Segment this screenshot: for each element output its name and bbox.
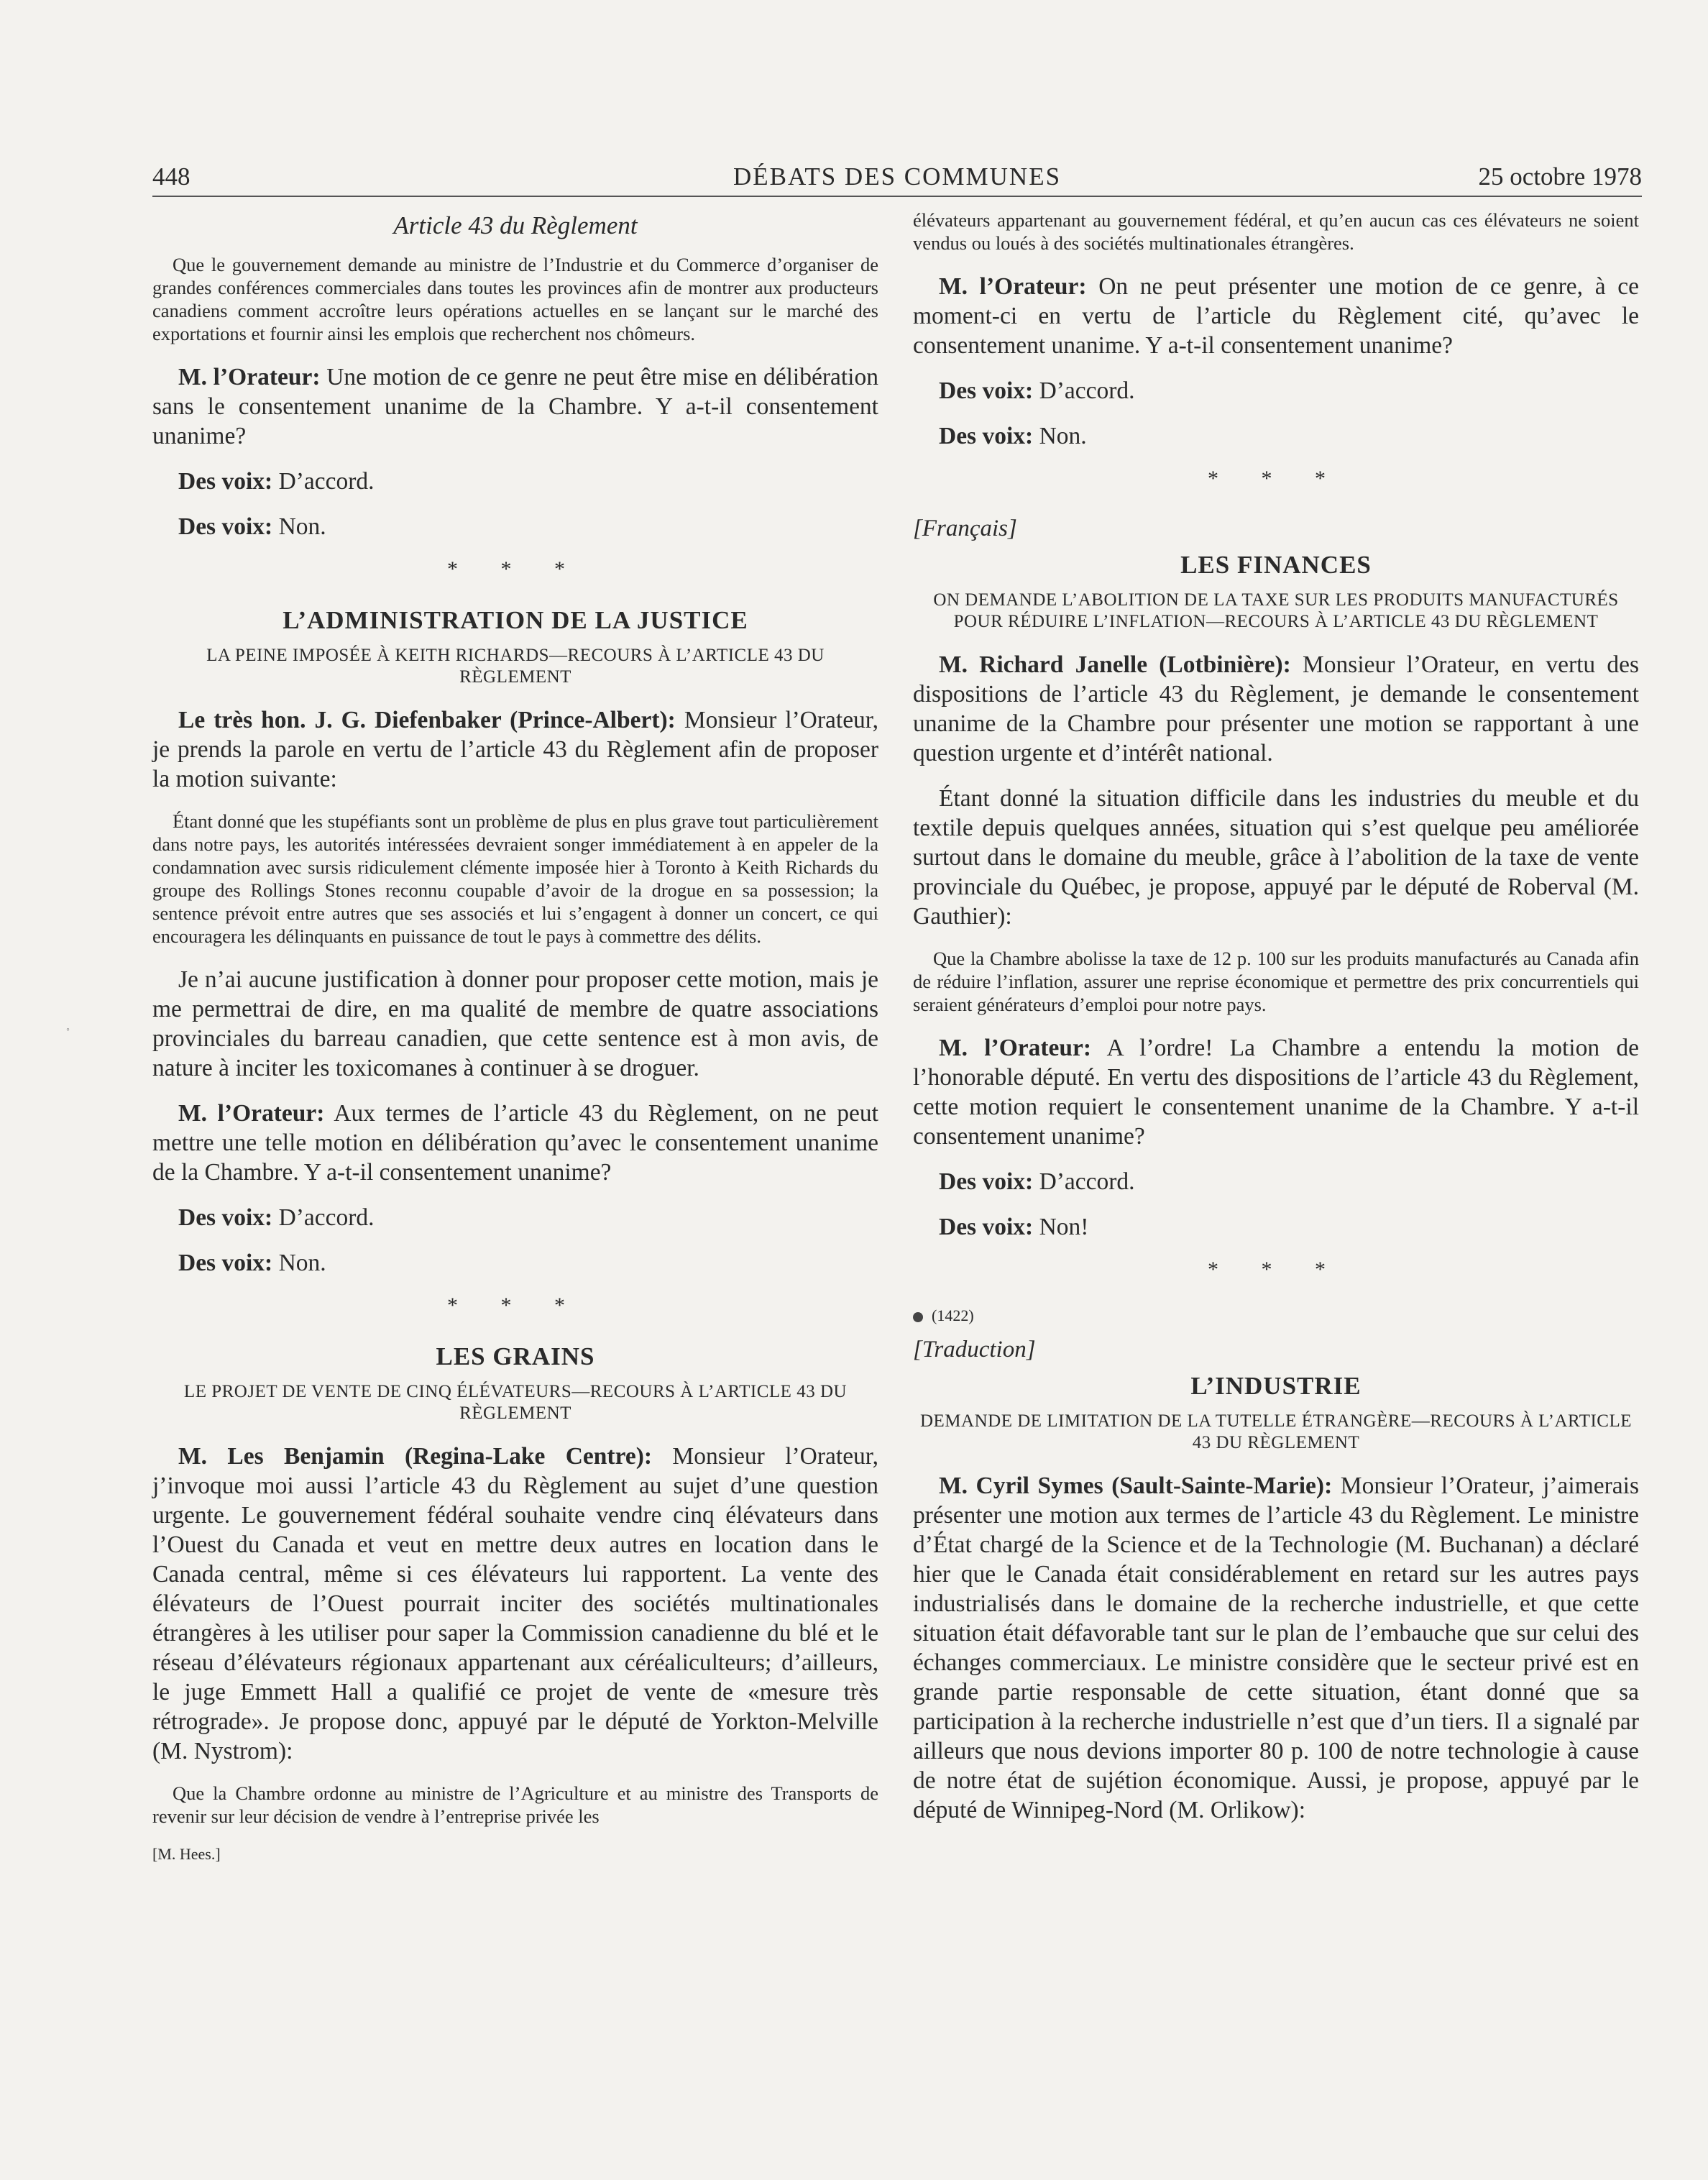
- speech-text: Monsieur l’Orateur, je prends la parole en vertu de l’article 43 du Règlement afin de proposer la motion suivante:: [152, 707, 878, 792]
- voices-label: Des voix:: [178, 1204, 273, 1231]
- voices-text: D’accord.: [1039, 1168, 1135, 1195]
- speech-text: Monsieur l’Orateur, j’invoque moi aussi l’article 43 du Règlement au sujet d’une question urgente. Le gouvernement fédéral souhaite vendre cinq élévateurs dans l’Ouest du Canada et veut en mettre deux autres en location dans le Canada central, même si ces élévateurs lui rapportent. La vente des élévateurs de l’Ouest pourrait inciter des sociétés multinationales étrangères à les utiliser pour saper la Commission canadienne du blé et le réseau d’élévateurs régionaux appartenant aux céréaliculteurs; d’ailleurs, le juge Emmett Hall a qualifié ce projet de vente de «mesure très rétrograde». Je propose donc, appuyé par le député de Yorkton-Melville (M. Nystrom):: [152, 1443, 878, 1764]
- speech-text: Une motion de ce genre ne peut être mise en délibération sans le consentement unanime de la Chambre. Y a-t-il consentement unanime?: [152, 364, 878, 449]
- speaker-name: M. l’Orateur:: [939, 273, 1087, 300]
- time-marker: [913, 1306, 1639, 1325]
- motion-text: Que la Chambre abolisse la taxe de 12 p. 100 sur les produits manufacturés au Canada afin de réduire l’inflation, assurer une reprise économique et permettre des prix concurrentiels qui seraient générateurs d’emploi pour notre pays.: [913, 948, 1639, 1015]
- voices-text: Non.: [278, 513, 326, 540]
- voices-line: [152, 512, 878, 541]
- section-subtitle: LA PEINE IMPOSÉE À KEITH RICHARDS—RECOURS À L’ARTICLE 43 DU RÈGLEMENT: [206, 646, 825, 687]
- voices-line: [152, 467, 878, 496]
- speech-text: Monsieur l’Orateur, j’aimerais présenter une motion aux termes de l’article 43 du Règlement. Le ministre d’État chargé de la Science et de la Technologie (M. Buchanan) a déclaré hier que le Canada était considérablement en retard sur les autres pays industrialisés dans le domaine de la recherche industrielle, et que cette situation était défavorable tant sur le plan de l’embauche que sur celui des échanges commerciaux. Le ministre considère que le secteur privé est en grande partie responsable de cette situation, étant donné que sa participation à la recherche industrielle n’est que d’un tiers. Il a signalé par ailleurs que nous devions importer 80 p. 100 de notre technologie à cause de notre état de sujétion économique. Aussi, je propose, appuyé par le député de Winnipeg-Nord (M. Orlikow):: [913, 1473, 1640, 1823]
- speaker-name: M. l’Orateur:: [178, 364, 321, 390]
- speaker-name: Le très hon. J. G. Diefenbaker (Prince-Albert):: [178, 707, 676, 733]
- voices-label: Des voix:: [178, 468, 273, 495]
- page-date: 25 octobre 1978: [1478, 162, 1642, 191]
- section-separator: * * *: [1208, 467, 1344, 490]
- language-marker: [Français]: [913, 516, 1017, 541]
- motion-text: Que la Chambre ordonne au ministre de l’Agriculture et au ministre des Transports de revenir sur leur décision de vendre à l’entreprise privée les: [152, 1782, 878, 1827]
- speaker-name: M. Richard Janelle (Lotbinière):: [939, 651, 1291, 678]
- speech-paragraph: [152, 705, 878, 794]
- speech-text: Monsieur l’Orateur, en vertu des dispositions de l’article 43 du Règlement, je demande le consentement unanime de la Chambre pour présenter une motion se rapportant à une question urgente et d’intérêt national.: [913, 651, 1640, 766]
- voices-label: Des voix:: [939, 423, 1034, 449]
- voices-line: [913, 376, 1639, 406]
- section-subtitle: DEMANDE DE LIMITATION DE LA TUTELLE ÉTRANGÈRE—RECOURS À L’ARTICLE 43 DU RÈGLEMENT: [919, 1411, 1633, 1452]
- speaker-name: M. Cyril Symes (Sault-Sainte-Marie):: [939, 1473, 1333, 1499]
- speech-text: A l’ordre! La Chambre a entendu la motion de l’honorable député. En vertu des dispositions de l’article 43 du Règlement, cette motion requiert le consentement unanime de la Chambre. Y a-t-il consentement unanime?: [913, 1035, 1639, 1150]
- section-heading: Article 43 du Règlement: [393, 211, 638, 239]
- bullet-icon: [913, 1312, 923, 1322]
- voices-line: [913, 1167, 1639, 1196]
- section-separator: * * *: [447, 557, 584, 581]
- voices-line: [152, 1203, 878, 1232]
- section-title: LES GRAINS: [436, 1342, 595, 1370]
- voices-label: Des voix:: [939, 1168, 1034, 1195]
- motion-text: élévateurs appartenant au gouvernement fédéral, et qu’en aucun cas ces élévateurs ne soient vendus ou loués à des sociétés multinationales étrangères.: [913, 209, 1639, 254]
- speech-paragraph: [152, 1099, 878, 1187]
- section-subtitle: ON DEMANDE L’ABOLITION DE LA TAXE SUR LES PRODUITS MANUFACTURÉS POUR RÉDUIRE L’INFLATION—RECOURS À L’ARTICLE 43 DU RÈGLEMENT: [933, 590, 1619, 631]
- voices-label: Des voix:: [178, 1250, 273, 1276]
- speech-paragraph: [913, 272, 1639, 360]
- section-title: LES FINANCES: [1180, 551, 1372, 579]
- speech-text: Aux termes de l’article 43 du Règlement, on ne peut mettre une telle motion en délibération qu’avec le consentement unanime de la Chambre. Y a-t-il consentement unanime?: [152, 1100, 878, 1186]
- left-column: [152, 209, 878, 1864]
- speaker-name: M. l’Orateur:: [939, 1035, 1092, 1061]
- page-number: 448: [152, 162, 190, 191]
- voices-label: Des voix:: [178, 513, 273, 540]
- margin-speck: ◦: [66, 1025, 70, 1035]
- publication-title: DÉBATS DES COMMUNES: [733, 162, 1062, 191]
- section-subtitle: LE PROJET DE VENTE DE CINQ ÉLÉVATEURS—RECOURS À L’ARTICLE 43 DU RÈGLEMENT: [183, 1382, 848, 1423]
- time-text: (1422): [932, 1306, 974, 1324]
- speaker-name: M. l’Orateur:: [178, 1100, 325, 1127]
- voices-line: [152, 1248, 878, 1278]
- voices-label: Des voix:: [939, 1214, 1034, 1240]
- voices-label: Des voix:: [939, 377, 1034, 404]
- language-marker: [Traduction]: [913, 1337, 1036, 1362]
- section-title: L’INDUSTRIE: [1190, 1372, 1362, 1400]
- speech-paragraph: [152, 362, 878, 451]
- right-column: [913, 209, 1639, 1841]
- speech-paragraph: [913, 650, 1639, 768]
- voices-text: D’accord.: [1039, 377, 1135, 404]
- motion-text: Étant donné que les stupéfiants sont un problème de plus en plus grave tout particulièrement dans notre pays, les autorités intéressées devraient songer immédiatement à en appeler de la condamnation avec sursis ridiculement clémente imposée hier à Toronto à Keith Richards du groupe des Rollings Stones reconnu coupable d’avoir de la drogue en sa possession; la sentence prévoit entre autres que ses associés et lui s’engagent à donner un concert, ce qui encouragera les délinquants en puissance de tout le pays à commettre des délits.: [152, 810, 878, 947]
- speaker-footnote: [M. Hees.]: [152, 1845, 221, 1863]
- speech-text: On ne peut présenter une motion de ce genre, à ce moment-ci en vertu de l’article du Règlement cité, qu’avec le consentement unanime. Y a-t-il consentement unanime?: [913, 273, 1639, 359]
- voices-text: Non.: [1039, 423, 1087, 449]
- speech-paragraph: [913, 1033, 1639, 1151]
- speech-paragraph: [152, 1442, 878, 1766]
- section-separator: * * *: [447, 1293, 584, 1317]
- voices-text: D’accord.: [278, 468, 375, 495]
- voices-text: Non!: [1039, 1214, 1089, 1240]
- speech-paragraph: [913, 1471, 1639, 1825]
- voices-line: [913, 1212, 1639, 1242]
- speech-paragraph: Je n’ai aucune justification à donner pour proposer cette motion, mais je me permettrai de dire, en ma qualité de membre de quatre associations provinciales du barreau canadien, que cette sentence est à mon avis, de nature à inciter les toxicomanes à continuer à se droguer.: [152, 966, 878, 1081]
- voices-line: [913, 421, 1639, 451]
- speaker-name: M. Les Benjamin (Regina-Lake Centre):: [178, 1443, 653, 1470]
- voices-text: Non.: [278, 1250, 326, 1276]
- section-separator: * * *: [1208, 1258, 1344, 1281]
- voices-text: D’accord.: [278, 1204, 375, 1231]
- motion-text: Que le gouvernement demande au ministre de l’Industrie et du Commerce d’organiser de grandes conférences commerciales dans toutes les provinces afin de montrer aux producteurs canadiens comment accroître leurs opérations actuelles en se lançant sur le marché des exportations et fournir ainsi les emplois que recherchent nos chômeurs.: [152, 254, 878, 344]
- page-header: [152, 158, 1642, 197]
- speech-paragraph: Étant donné la situation difficile dans les industries du meuble et du textile depuis quelques années, situation qui s’est quelque peu améliorée surtout dans le domaine du meuble, grâce à l’abolition de la taxe de vente provinciale du Québec, je propose, appuyé par le député de Roberval (M. Gauthier):: [913, 785, 1639, 930]
- section-title: L’ADMINISTRATION DE LA JUSTICE: [283, 606, 748, 634]
